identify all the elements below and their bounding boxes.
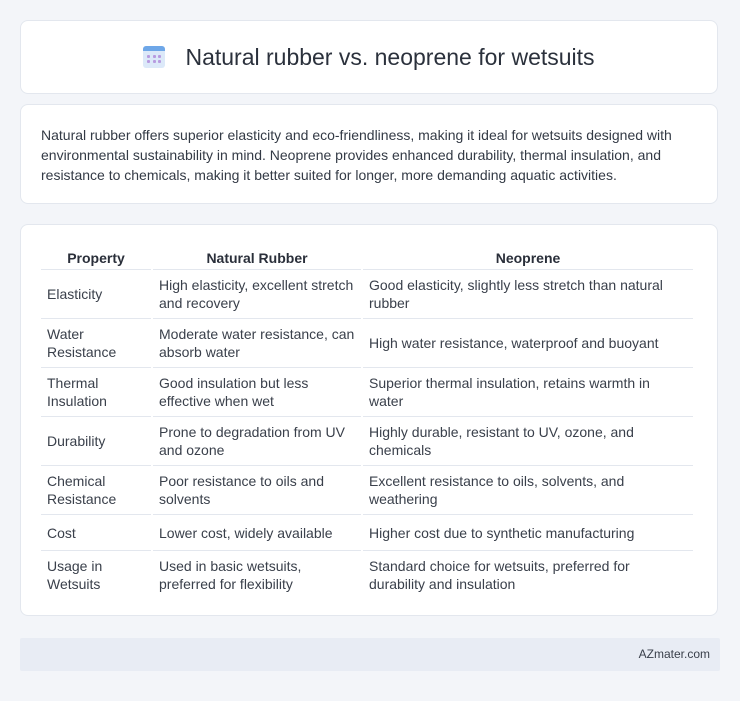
cell-natural-rubber: Used in basic wetsuits, preferred for flexibility bbox=[159, 558, 302, 592]
table-row bbox=[41, 551, 693, 599]
cell-neoprene: Good elasticity, slightly less stretch than natural rubber bbox=[363, 270, 693, 319]
header-natural-rubber: Natural Rubber bbox=[153, 245, 361, 270]
cell-property: Elasticity bbox=[41, 270, 151, 319]
page-title: Natural rubber vs. neoprene for wetsuits bbox=[185, 43, 595, 70]
title-card bbox=[20, 20, 718, 94]
comparison-table bbox=[39, 245, 695, 599]
cell-natural-rubber: Moderate water resistance, can absorb water bbox=[153, 319, 361, 368]
cell-property: Chemical Resistance bbox=[41, 466, 151, 515]
footer-brand: AZmater.com bbox=[638, 647, 710, 661]
comparison-card bbox=[20, 224, 718, 616]
cell-property: Durability bbox=[41, 417, 151, 466]
cell-natural-rubber: Prone to degradation from UV and ozone bbox=[153, 417, 361, 466]
summary-card bbox=[20, 104, 718, 204]
cell-natural-rubber: Poor resistance to oils and solvents bbox=[153, 466, 361, 515]
cell-natural-rubber: Good insulation but less effective when wet bbox=[153, 368, 361, 417]
cell-natural-rubber: Lower cost, widely available bbox=[153, 515, 361, 551]
table-row bbox=[41, 368, 693, 417]
cell-property: Water Resistance bbox=[41, 319, 151, 368]
footer-bar bbox=[20, 638, 720, 671]
cell-property: Thermal Insulation bbox=[41, 368, 151, 417]
cell-neoprene: Highly durable, resistant to UV, ozone, and chemicals bbox=[363, 417, 693, 466]
cell-property: Usage in Wetsuits bbox=[47, 558, 103, 592]
cell-natural-rubber: High elasticity, excellent stretch and recovery bbox=[153, 270, 361, 319]
table-header-row bbox=[41, 245, 693, 270]
cell-neoprene: Higher cost due to synthetic manufacturing bbox=[363, 515, 693, 551]
cell-neoprene: Superior thermal insulation, retains warmth in water bbox=[363, 368, 693, 417]
header-property: Property bbox=[41, 245, 151, 270]
table-row bbox=[41, 466, 693, 515]
table-row bbox=[41, 319, 693, 368]
calendar-icon bbox=[143, 46, 165, 68]
cell-neoprene: Excellent resistance to oils, solvents, and weathering bbox=[363, 466, 693, 515]
cell-neoprene: Standard choice for wetsuits, preferred for durability and insulation bbox=[369, 558, 630, 592]
table-row bbox=[41, 417, 693, 466]
header-neoprene: Neoprene bbox=[363, 245, 693, 270]
cell-property: Cost bbox=[41, 515, 151, 551]
cell-neoprene: High water resistance, waterproof and buoyant bbox=[363, 319, 693, 368]
table-row bbox=[41, 270, 693, 319]
table-row bbox=[41, 515, 693, 551]
summary-text: Natural rubber offers superior elasticity and eco-friendliness, making it ideal for wetsuits designed with environmental sustainability in mind. Neoprene provides enhanced durability, thermal insulation, and resistance to chemicals, making it better suited for longer, more demanding aquatic activities. bbox=[41, 127, 672, 183]
